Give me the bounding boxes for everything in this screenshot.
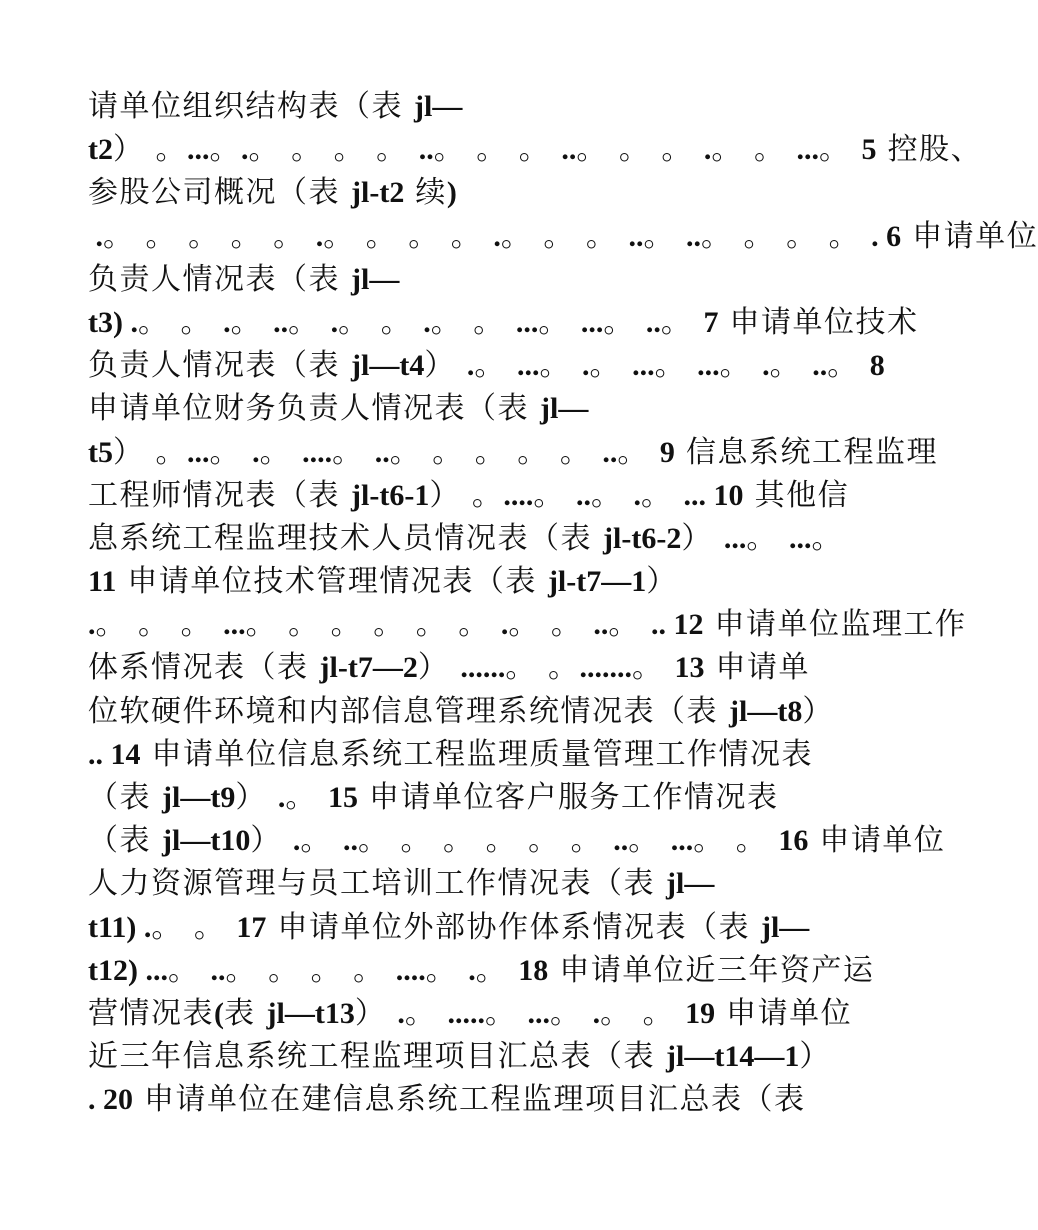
toc-line	[88, 776, 868, 819]
toc-text: ） 。	[113, 434, 188, 470]
toc-dots: ......	[460, 651, 506, 685]
toc-text: 。	[769, 348, 813, 384]
toc-text: 。	[628, 823, 671, 859]
toc-text: 。 。 。 。	[225, 952, 396, 988]
toc-text: 。	[285, 780, 328, 815]
toc-dots: .	[466, 349, 475, 383]
toc-text: 息系统工程监理技术人员情况表（表	[88, 520, 604, 556]
toc-code: jl—	[540, 392, 589, 426]
toc-text: （表	[88, 823, 163, 859]
toc-code: jl-t2	[351, 176, 405, 210]
toc-code: jl—t4	[351, 349, 425, 383]
toc-text: ）	[250, 823, 293, 859]
toc-text: 申请单位	[808, 823, 946, 859]
toc-text: 。 。 。 。	[248, 132, 419, 168]
toc-dots: ..	[812, 349, 828, 383]
toc-dots: ..	[418, 133, 434, 167]
toc-line	[88, 1078, 868, 1121]
toc-dots: .	[423, 305, 431, 339]
toc-text: 。	[332, 434, 375, 470]
toc-dots: .	[223, 305, 231, 339]
toc-page-number: 17	[236, 910, 267, 944]
toc-page-number: 7	[703, 305, 719, 339]
toc-dots: .	[468, 953, 476, 987]
toc-dots: ..	[602, 435, 618, 469]
toc-dots: ..	[628, 219, 644, 253]
toc-text: 。 。	[430, 304, 516, 340]
toc-text: 。	[538, 304, 581, 340]
toc-line	[88, 949, 875, 992]
toc-page-number: 5	[861, 133, 877, 167]
toc-dots: .	[633, 478, 641, 512]
toc-text: 。	[404, 995, 448, 1031]
toc-code: jl—	[351, 262, 400, 296]
toc-page-number: .. 14	[88, 737, 141, 771]
toc-dots: ..	[613, 824, 629, 858]
toc-code: t3) .	[88, 305, 138, 339]
toc-line	[88, 733, 868, 776]
toc-text: 。 。	[505, 650, 580, 686]
toc-text: 。	[209, 434, 253, 470]
toc-text: 。 。	[137, 304, 224, 340]
toc-dots: .	[88, 219, 103, 253]
toc-code: jl—t14—1	[666, 1040, 800, 1074]
toc-text: ）	[417, 650, 461, 686]
toc-code: jl—t9	[162, 781, 236, 814]
toc-text: 。	[539, 348, 583, 384]
toc-text: 申请单位近三年资产运	[548, 952, 875, 988]
toc-text: 申请单位财务负责人情况表（表	[88, 391, 541, 427]
toc-text: 申请单位外部协作体系情况表（表	[266, 909, 761, 945]
toc-dots: ...	[788, 521, 812, 555]
toc-dots: ....	[503, 478, 534, 512]
toc-text: 。	[474, 348, 517, 384]
toc-dots: .	[592, 996, 601, 1030]
toc-code: jl-t6-2	[603, 521, 682, 555]
toc-text: 。	[484, 995, 528, 1031]
toc-text: （表	[88, 780, 163, 815]
toc-dots: ...	[516, 349, 540, 383]
toc-dots: .	[762, 349, 770, 383]
toc-dots: ...	[670, 824, 694, 858]
toc-line	[88, 690, 868, 733]
toc-text: ）	[802, 693, 834, 729]
toc-dots: .......	[579, 651, 632, 685]
toc-text: ）	[235, 780, 278, 815]
toc-dots: .	[277, 781, 286, 814]
toc-text: 。	[300, 823, 343, 859]
toc-text: 其他信	[743, 477, 850, 513]
toc-text: 。 。	[693, 823, 779, 859]
toc-dots: .	[330, 305, 339, 339]
toc-page-number: 13	[674, 651, 705, 685]
toc-code: jl—t8	[729, 694, 803, 728]
toc-text: 。	[719, 348, 763, 384]
toc-line	[88, 646, 868, 689]
toc-dots: ..	[273, 305, 289, 339]
toc-line	[88, 819, 946, 862]
toc-code: jl—t13	[266, 996, 355, 1030]
toc-text: 。	[608, 607, 651, 643]
toc-text: 申请单位技术	[718, 304, 919, 340]
toc-code: t12) ...	[88, 953, 168, 987]
toc-text: 。	[230, 304, 274, 340]
toc-line	[88, 387, 868, 430]
toc-text: 。 。	[600, 995, 686, 1031]
toc-line	[88, 474, 868, 517]
toc-text: 表	[224, 995, 267, 1031]
toc-text: 位软硬件环境和内部信息管理系统情况表（表	[88, 693, 730, 729]
toc-text: 。	[550, 995, 593, 1031]
toc-page-number: 18	[518, 953, 549, 987]
toc-line	[88, 258, 868, 301]
toc-text: ） 。	[113, 132, 188, 168]
toc-text: 近三年信息系统工程监理项目汇总表（表	[88, 1039, 667, 1075]
toc-dots: .	[252, 435, 260, 469]
toc-page-number: 16	[778, 824, 809, 858]
toc-code: jl—	[760, 910, 810, 944]
toc-code: jl—t10	[162, 824, 251, 858]
toc-line	[88, 215, 1038, 258]
toc-line	[88, 862, 868, 905]
toc-text: 申请单位在建信息系统工程监理项目汇总表（表	[133, 1082, 806, 1118]
toc-text: 负责人情况表（表	[88, 261, 352, 297]
toc-code: jl-t7—1	[547, 565, 647, 599]
toc-text: 。 。 。 。	[701, 218, 872, 254]
toc-text: 。 。	[508, 607, 594, 643]
toc-text: ）	[646, 564, 678, 600]
toc-page-number: 15	[327, 781, 358, 814]
toc-text: 请单位组织结构表（表	[88, 89, 415, 124]
toc-text: 申请单位	[901, 218, 1038, 254]
toc-text: 。	[603, 304, 646, 340]
toc-dots: .	[493, 219, 501, 253]
toc-line	[88, 560, 868, 603]
toc-line	[88, 128, 983, 171]
toc-text: 。	[819, 132, 862, 168]
toc-text: 。 。 。 。 。 。	[357, 823, 614, 859]
toc-text: 参股公司概况（表	[88, 175, 352, 211]
toc-text: 。	[167, 952, 211, 988]
toc-text: 。	[660, 304, 704, 340]
toc-code: )	[446, 176, 457, 210]
toc-code: t11) .	[88, 910, 152, 944]
toc-page-number: ... 10	[683, 478, 744, 512]
toc-text: 。	[259, 434, 303, 470]
toc-line	[88, 431, 938, 474]
toc-dots: ...	[723, 521, 747, 555]
toc-text: 申请单位技术管理情况表（表	[116, 564, 548, 600]
toc-text: 续	[404, 175, 447, 211]
toc-text: 申请单位监理工作	[703, 607, 967, 643]
toc-text: 。 。	[711, 132, 797, 168]
toc-text: 。 。 。	[433, 132, 562, 168]
toc-dots: ..	[645, 305, 661, 339]
toc-text: ） 。	[429, 477, 504, 513]
toc-dots: ...	[187, 133, 210, 167]
toc-dots: .	[241, 133, 249, 167]
toc-text: ）	[354, 995, 398, 1031]
toc-text: 负责人情况表（表	[88, 348, 352, 384]
toc-text: 申请单位客户服务工作情况表	[357, 780, 779, 815]
toc-text: 申请单	[704, 650, 811, 686]
toc-line	[88, 992, 868, 1035]
toc-page-number: 8	[869, 349, 885, 383]
toc-text: 。 。 。 。 。	[103, 218, 316, 254]
toc-text: 申请单位信息系统工程监理质量管理工作情况表	[140, 736, 814, 772]
toc-code: jl-t6-1	[351, 478, 430, 512]
toc-text: ）	[424, 348, 467, 384]
toc-text: 信息系统工程监理	[674, 434, 938, 470]
toc-line	[88, 171, 868, 214]
toc-dots: .	[397, 996, 405, 1030]
toc-dots: ..	[374, 435, 390, 469]
toc-text: 。	[288, 304, 331, 340]
table-of-contents-text	[88, 85, 1038, 1122]
toc-text: 。 。 。 。 。 。	[245, 607, 501, 643]
toc-line	[88, 603, 967, 646]
toc-dots: ..	[575, 478, 591, 512]
toc-text: 。 。 。 。	[323, 218, 494, 254]
toc-dots: ...	[697, 349, 720, 383]
toc-text: ）	[799, 1039, 831, 1075]
toc-text: 控股、	[876, 132, 983, 168]
toc-page-number: 11	[88, 565, 117, 599]
toc-text: 工程师情况表（表	[88, 477, 352, 513]
toc-dots: ..	[686, 219, 701, 253]
toc-text: 营情况表	[88, 995, 214, 1031]
toc-dots: .	[500, 608, 509, 642]
toc-text: 。	[209, 132, 242, 168]
toc-dots: ..	[342, 824, 358, 858]
toc-dots: ....	[302, 435, 333, 469]
toc-dots: .....	[447, 996, 485, 1030]
toc-dots: ...	[223, 608, 246, 642]
toc-dots: ...	[580, 305, 604, 339]
toc-code: jl-t7—2	[319, 651, 418, 685]
toc-line	[88, 344, 885, 387]
toc-code: jl—	[414, 90, 463, 123]
toc-dots: ...	[515, 305, 539, 339]
toc-text: 。	[590, 477, 634, 513]
toc-page-number: . 6	[871, 219, 902, 253]
toc-page-number: 19	[685, 996, 716, 1030]
toc-text: 。 。 。	[95, 607, 224, 643]
toc-text: 。	[827, 348, 870, 384]
toc-line	[88, 1035, 868, 1078]
toc-code: (	[214, 996, 224, 1030]
toc-text: 体系情况表（表	[88, 650, 320, 686]
toc-page-number: .. 12	[650, 608, 704, 642]
toc-dots: .	[88, 608, 96, 642]
toc-text: 。 。	[151, 909, 237, 945]
toc-dots: ...	[796, 133, 819, 167]
toc-text: 。	[589, 348, 633, 384]
toc-line	[88, 517, 868, 560]
toc-dots: .	[703, 133, 712, 167]
toc-text: 。	[617, 434, 660, 470]
toc-dots: ..	[593, 608, 609, 642]
toc-page-number: 9	[659, 435, 675, 469]
toc-text: 申请单位	[715, 995, 853, 1031]
toc-dots: .	[582, 349, 590, 383]
toc-text: 。	[811, 520, 843, 556]
toc-text: 。	[640, 477, 684, 513]
toc-line	[88, 301, 919, 344]
toc-text: 。	[654, 348, 698, 384]
toc-text: 。 。 。 。 。	[389, 434, 603, 470]
toc-text: 人力资源管理与员工培训工作情况表（表	[88, 866, 667, 902]
toc-text: 。	[643, 218, 686, 254]
toc-text: ）	[681, 520, 724, 556]
toc-code: t2	[88, 133, 113, 167]
toc-dots: ...	[187, 435, 210, 469]
toc-text: 。 。	[338, 304, 424, 340]
toc-line	[88, 85, 868, 128]
toc-text: 。 。 。	[576, 132, 704, 168]
toc-dots: ...	[527, 996, 551, 1030]
toc-code: jl—	[666, 867, 715, 901]
toc-line	[88, 906, 868, 949]
toc-dots: ...	[632, 349, 655, 383]
toc-dots: ..	[561, 133, 577, 167]
toc-dots: ....	[395, 953, 426, 987]
toc-text: 。 。 。	[500, 218, 629, 254]
toc-text: 。	[746, 520, 789, 556]
toc-code: t5	[88, 435, 113, 469]
toc-text: 。	[425, 952, 469, 988]
toc-text: 。	[475, 952, 519, 988]
toc-text: 。	[533, 477, 576, 513]
toc-dots: .	[315, 219, 324, 253]
toc-dots: ..	[210, 953, 226, 987]
toc-page-number: . 20	[88, 1083, 133, 1117]
toc-text: 。	[631, 650, 675, 686]
toc-dots: .	[292, 824, 301, 858]
